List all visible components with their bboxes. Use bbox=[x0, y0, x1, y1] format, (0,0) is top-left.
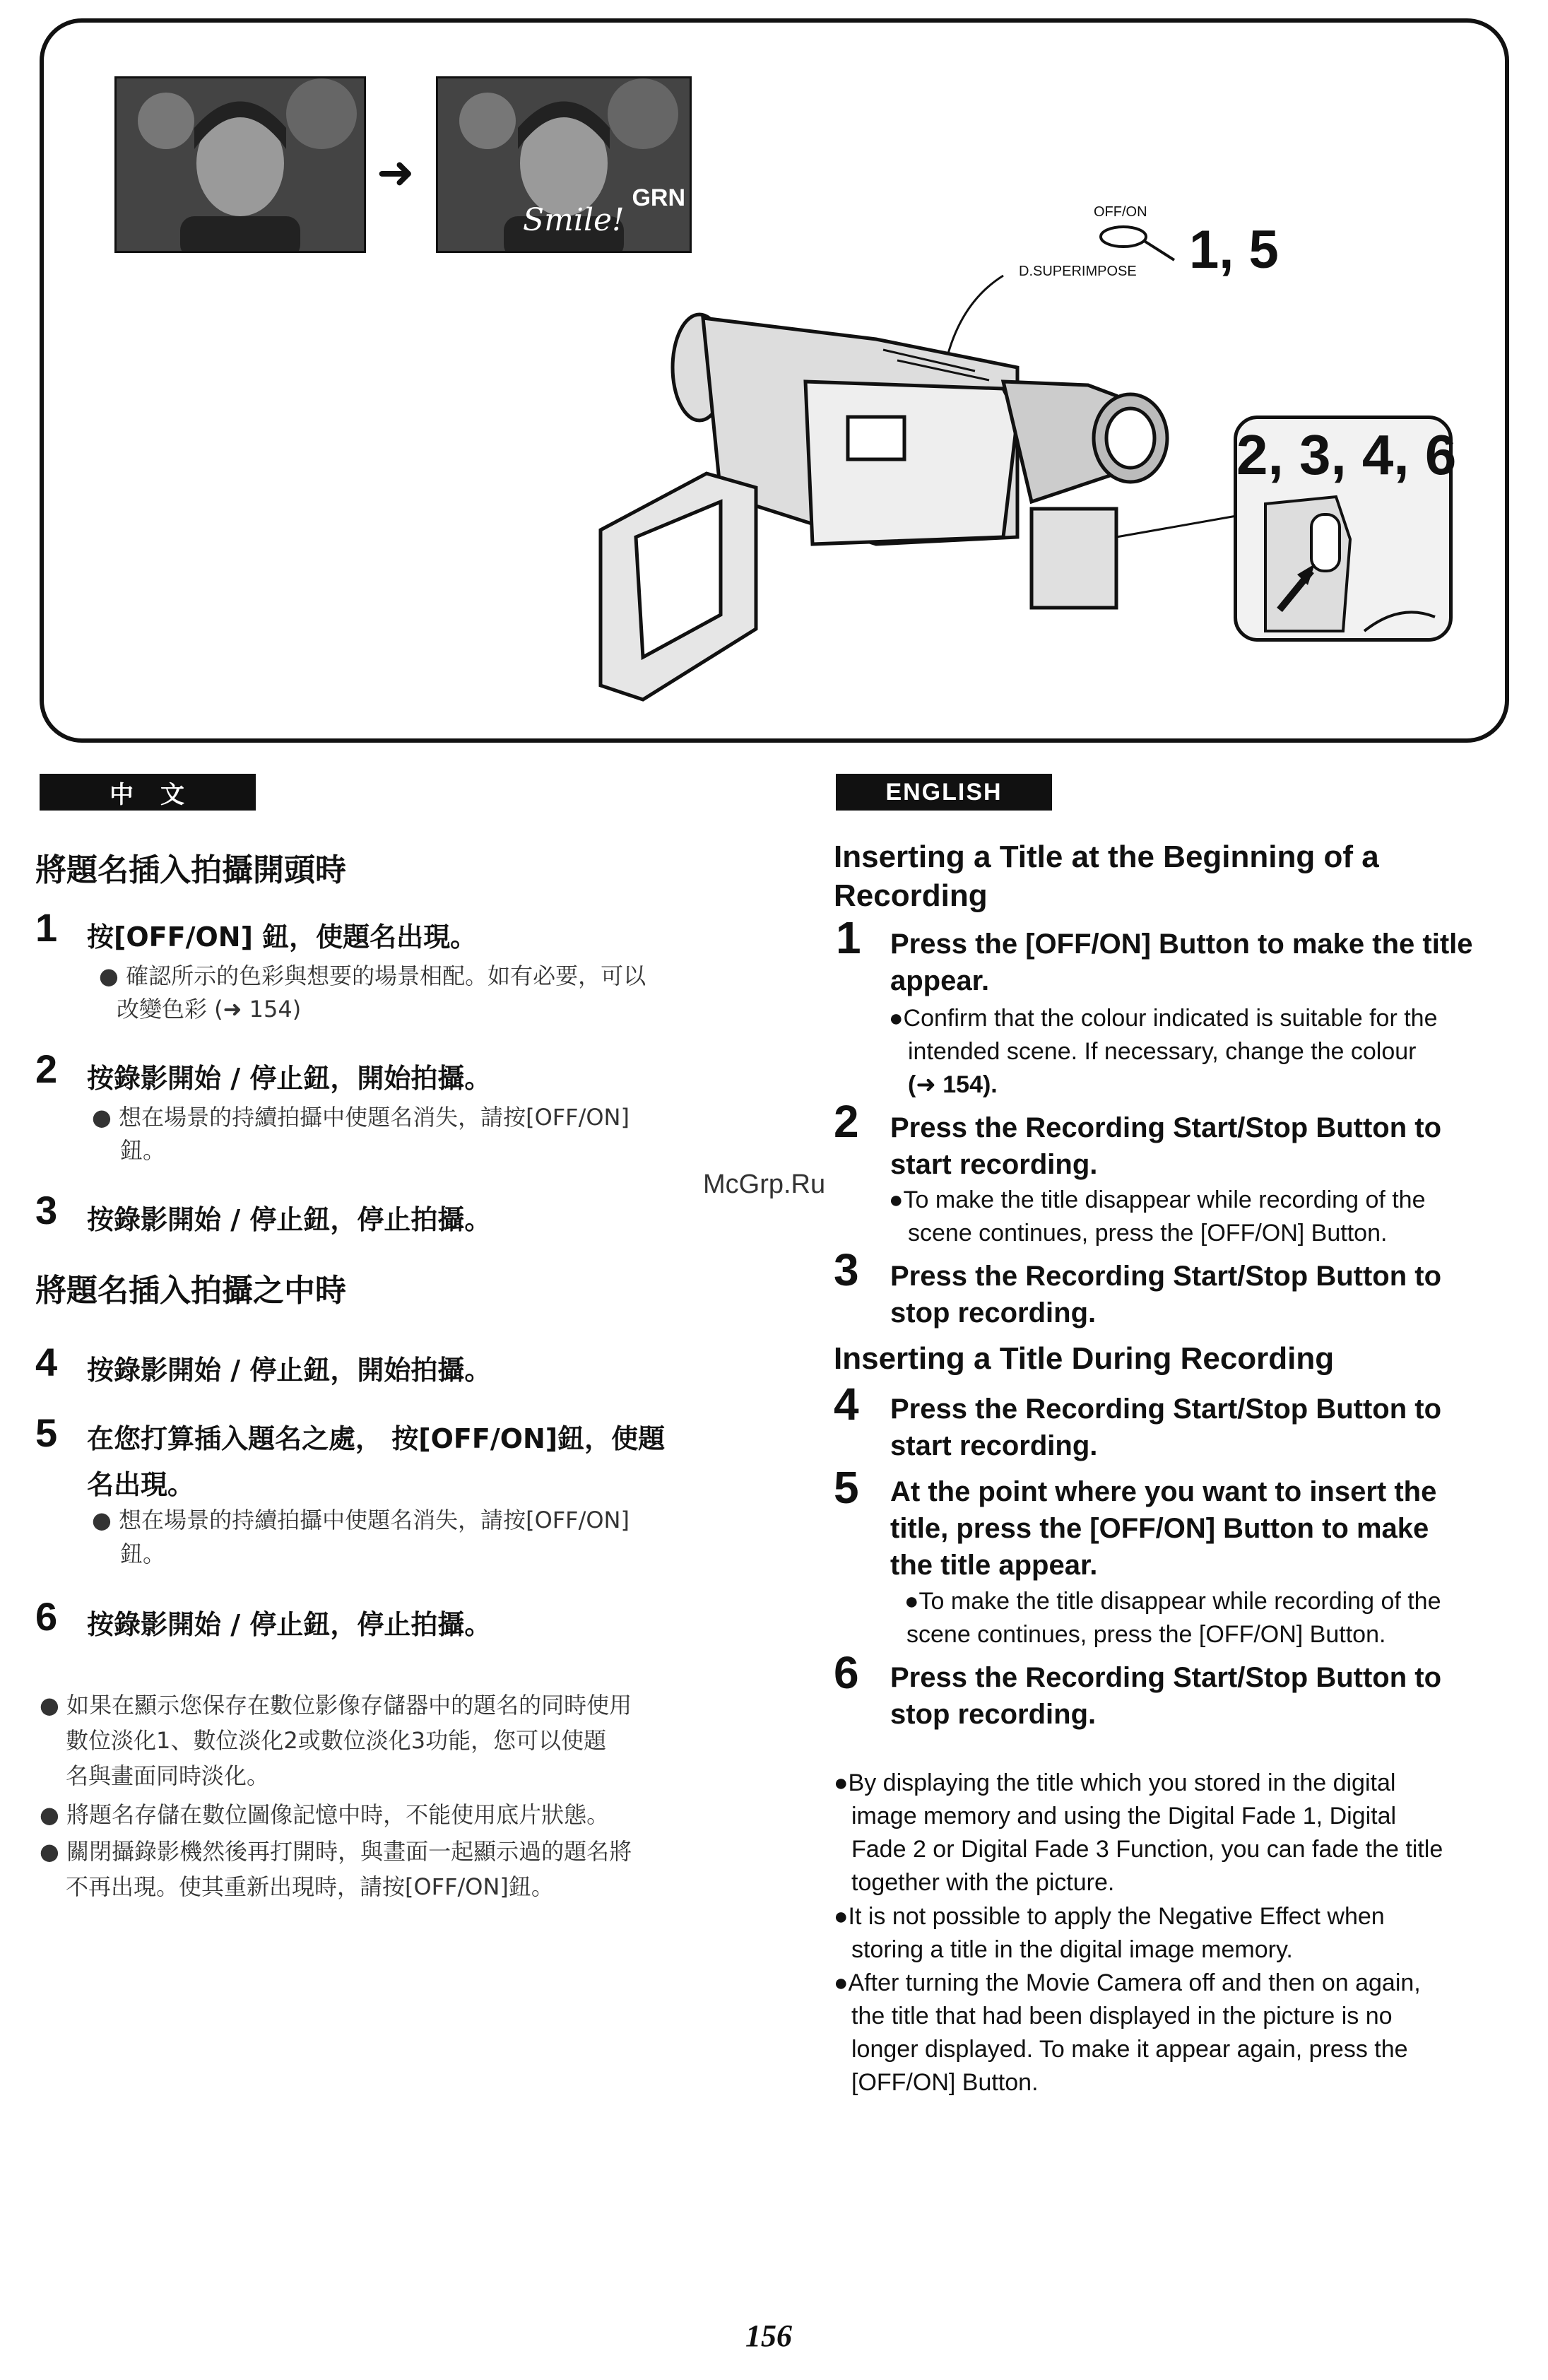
zh-note-1: 名與畫面同時淡化。 bbox=[66, 1762, 270, 1789]
en-step-text: start recording. bbox=[890, 1430, 1098, 1461]
title-overlay-text: Smile! bbox=[523, 202, 625, 238]
zh-note-1: ● 如果在顯示您保存在數位影像存儲器中的題名的同時使用 bbox=[40, 1692, 632, 1719]
photo-before bbox=[114, 76, 366, 253]
en-step-note: ●Confirm that the colour indicated is suitable for the bbox=[889, 1005, 1438, 1032]
en-step-note: scene continues, press the [OFF/ON] Button. bbox=[906, 1621, 1386, 1648]
zh-note-2: ● 將題名存儲在數位圖像記憶中時，不能使用底片狀態。 bbox=[40, 1801, 610, 1828]
zh-step-number: 6 bbox=[35, 1594, 58, 1639]
zh-note-1: 數位淡化1、數位淡化2或數位淡化3功能，您可以使題 bbox=[66, 1727, 607, 1754]
en-step-text: Press the Recording Start/Stop Button to bbox=[890, 1112, 1442, 1143]
en-step-text: the title appear. bbox=[890, 1550, 1098, 1581]
zh-step-number: 3 bbox=[35, 1188, 58, 1232]
zh-step-text: 按錄影開始 / 停止鈕，停止拍攝。 bbox=[87, 1204, 492, 1235]
en-note: together with the picture. bbox=[851, 1869, 1115, 1896]
button-label-offon: OFF/ON bbox=[1094, 204, 1147, 220]
zh-section-title-2: 將題名插入拍攝之中時 bbox=[35, 1273, 346, 1309]
zh-step-note: 改變色彩 (➜ 154) bbox=[117, 996, 302, 1023]
en-step-text: Press the Recording Start/Stop Button to bbox=[890, 1394, 1442, 1425]
zh-note-3: 不再出現。使其重新出現時，請按[OFF/ON]鈕。 bbox=[66, 1873, 554, 1900]
en-note: the title that had been displayed in the picture is no bbox=[851, 2003, 1393, 2030]
zh-step-text: 按錄影開始 / 停止鈕，停止拍攝。 bbox=[87, 1609, 492, 1640]
en-step-text: Press the [OFF/ON] Button to make the title bbox=[890, 929, 1473, 960]
en-step-text: stop recording. bbox=[890, 1297, 1097, 1329]
en-step-note: scene continues, press the [OFF/ON] Button. bbox=[908, 1220, 1388, 1247]
language-label-english: ENGLISH bbox=[836, 774, 1052, 811]
en-step-note: (➜ 154). bbox=[908, 1071, 998, 1098]
language-label-chinese: 中 文 bbox=[40, 774, 256, 811]
en-step-number: 6 bbox=[834, 1647, 859, 1698]
en-step-text: Press the Recording Start/Stop Button to bbox=[890, 1662, 1442, 1693]
camcorder-drawing bbox=[579, 205, 1286, 714]
zh-section-title-1: 將題名插入拍攝開頭時 bbox=[35, 852, 346, 888]
zh-step-number: 5 bbox=[35, 1410, 58, 1455]
zh-step-number: 4 bbox=[35, 1340, 58, 1384]
en-step-text: title, press the [OFF/ON] Button to make bbox=[890, 1513, 1429, 1544]
arrow-right-icon: ➜ bbox=[377, 147, 415, 198]
en-section-title-1: Inserting a Title at the Beginning of a bbox=[834, 840, 1379, 874]
en-note: ●After turning the Movie Camera off and then on again, bbox=[834, 1969, 1421, 1996]
en-section-title-2: Inserting a Title During Recording bbox=[834, 1341, 1335, 1376]
zh-note-3: ● 關閉攝錄影機然後再打開時，與畫面一起顯示過的題名將 bbox=[40, 1838, 632, 1865]
en-step-number: 4 bbox=[834, 1379, 859, 1430]
zh-step-note: ● 想在場景的持續拍攝中使題名消失，請按[OFF/ON] bbox=[92, 1104, 630, 1131]
en-note: image memory and using the Digital Fade 1, Digital bbox=[851, 1803, 1397, 1830]
button-label-dsuperimpose: D.SUPERIMPOSE bbox=[1019, 264, 1137, 279]
en-note: longer displayed. To make it appear again, press the bbox=[851, 2036, 1408, 2063]
zh-step-text: 按[OFF/ON] 鈕，使題名出現。 bbox=[87, 921, 478, 953]
en-step-text: At the point where you want to insert the bbox=[890, 1476, 1437, 1507]
zh-step-text: 按錄影開始 / 停止鈕，開始拍攝。 bbox=[87, 1355, 492, 1386]
en-note: ●By displaying the title which you stored in the digital bbox=[834, 1769, 1396, 1796]
en-step-text: start recording. bbox=[890, 1149, 1098, 1180]
en-step-number: 1 bbox=[836, 912, 861, 963]
callout-steps-inset: 2, 3, 4, 6 bbox=[1236, 423, 1457, 486]
en-step-note: ●To make the title disappear while recording of the bbox=[904, 1588, 1441, 1615]
en-note: [OFF/ON] Button. bbox=[851, 2069, 1039, 2096]
en-step-text: Press the Recording Start/Stop Button to bbox=[890, 1261, 1442, 1292]
en-step-number: 3 bbox=[834, 1244, 859, 1295]
en-step-number: 2 bbox=[834, 1096, 859, 1147]
en-step-text: appear. bbox=[890, 965, 990, 996]
en-note: ●It is not possible to apply the Negative Effect when bbox=[834, 1903, 1385, 1930]
zh-step-number: 2 bbox=[35, 1047, 58, 1091]
color-indicator: GRN bbox=[632, 184, 685, 211]
en-step-note: intended scene. If necessary, change the colour bbox=[908, 1038, 1417, 1065]
zh-step-note: ● 想在場景的持續拍攝中使題名消失，請按[OFF/ON] bbox=[92, 1507, 630, 1533]
en-step-note: ●To make the title disappear while recording of the bbox=[889, 1186, 1426, 1213]
watermark: McGrp.Ru bbox=[703, 1170, 826, 1199]
zh-step-note: 鈕。 bbox=[120, 1137, 166, 1164]
en-step-text: stop recording. bbox=[890, 1699, 1097, 1730]
zh-step-number: 1 bbox=[35, 905, 58, 950]
en-step-number: 5 bbox=[834, 1462, 859, 1513]
en-note: Fade 2 or Digital Fade 3 Function, you can fade the title bbox=[851, 1836, 1443, 1863]
en-section-title-1: Recording bbox=[834, 878, 988, 913]
zh-step-text: 名出現。 bbox=[87, 1469, 195, 1500]
zh-step-note: ● 確認所示的色彩與想要的場景相配。如有必要，可以 bbox=[99, 962, 646, 989]
en-note: storing a title in the digital image memory. bbox=[851, 1936, 1293, 1963]
callout-steps-main: 1, 5 bbox=[1189, 220, 1279, 280]
page-number: 156 bbox=[745, 2319, 792, 2353]
zh-step-note: 鈕。 bbox=[120, 1540, 166, 1567]
zh-step-text: 在您打算插入題名之處， 按[OFF/ON]鈕，使題 bbox=[87, 1423, 666, 1454]
zh-step-text: 按錄影開始 / 停止鈕，開始拍攝。 bbox=[87, 1063, 492, 1094]
